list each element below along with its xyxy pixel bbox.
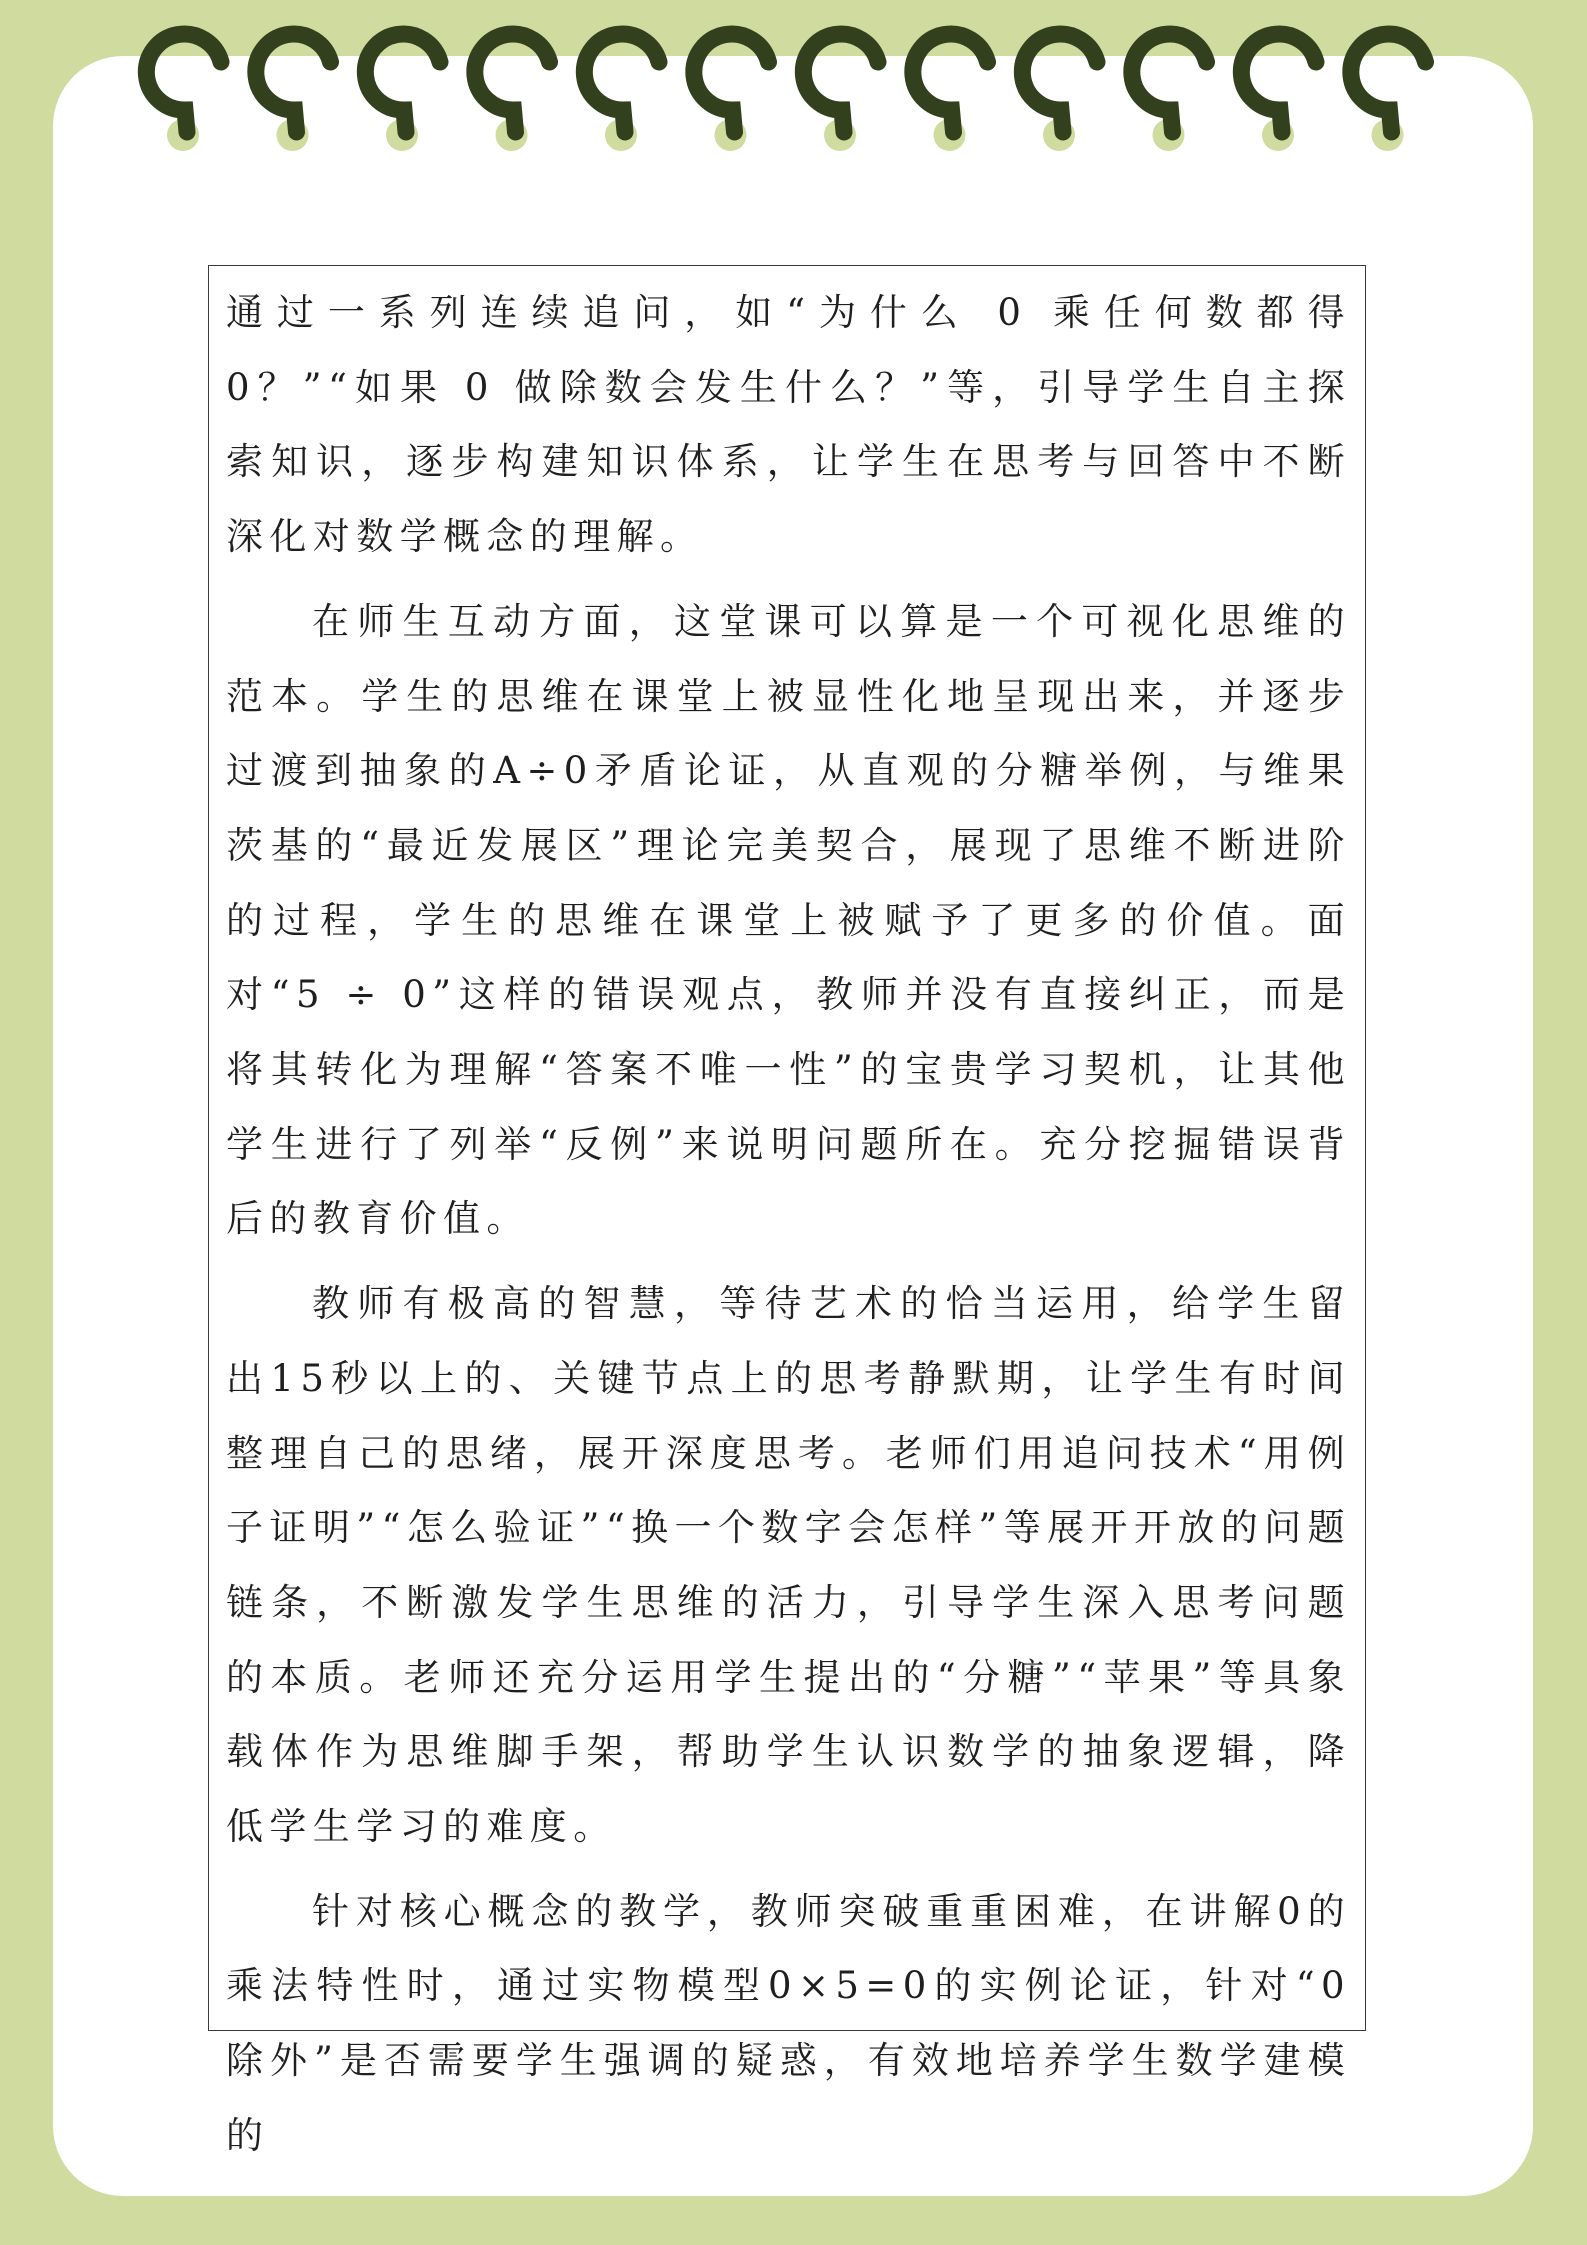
binding-rings <box>0 0 1587 170</box>
binding-ring-icon <box>365 34 440 151</box>
ring-wire <box>1351 34 1426 132</box>
ring-wire <box>694 34 769 132</box>
paragraph-3: 教师有极高的智慧，等待艺术的恰当运用，给学生留出15秒以上的、关键节点上的思考静默期，让学生有时间整理自己的思绪，展开深度思考。老师们用追问技术“用例子证明”“怎么验证”“换一个数字会怎样”等展开开放的问题链条，不断激发学生思维的活力，引导学生深入思考问题的本质。老师还充分运用学生提出的“分糖”“苹果”等具象载体作为思维脚手架，帮助学生认识数学的抽象逻辑，降低学生学习的难度。 <box>226 1282 1351 1849</box>
ring-wire <box>256 34 331 132</box>
binding-ring-icon <box>146 34 221 151</box>
ring-wire <box>1241 34 1316 132</box>
binding-ring-icon <box>803 34 878 151</box>
ring-wire <box>1132 34 1207 132</box>
binding-ring-icon <box>256 34 331 151</box>
paragraph-2: 在师生互动方面，这堂课可以算是一个可视化思维的范本。学生的思维在课堂上被显性化地呈现出来，并逐步过渡到抽象的A÷0矛盾论证，从直观的分糖举例，与维果茨基的“最近发展区”理论完美契合，展现了思维不断进阶的过程，学生的思维在课堂上被赋予了更多的价值。面对“5 ÷ 0”这样的错误观点，教师并没有直接纠正，而是将其转化为理解“答案不唯一性”的宝贵学习契机，让其他学生进行了列举“反例”来说明问题所在。充分挖掘错误背后的教育价值。 <box>226 599 1351 1241</box>
text-frame <box>208 265 1366 2157</box>
binding-ring-icon <box>475 34 550 151</box>
binding-ring-icon <box>1132 34 1207 151</box>
ring-wire <box>475 34 550 132</box>
ring-wire <box>365 34 440 132</box>
binding-ring-icon <box>1022 34 1097 151</box>
binding-ring-icon <box>913 34 988 151</box>
ring-wire <box>803 34 878 132</box>
binding-ring-icon <box>1241 34 1316 151</box>
binding-ring-icon <box>1351 34 1426 151</box>
binding-ring-icon <box>694 34 769 151</box>
binding-ring-icon <box>584 34 659 151</box>
ring-wire <box>146 34 221 132</box>
ring-wire <box>584 34 659 132</box>
paragraph-1: 通过一系列连续追问，如“为什么 0 乘任何数都得 0？”“如果 0 做除数会发生什么？”等，引导学生自主探索知识，逐步构建知识体系，让学生在思考与回答中不断深化对数学概念的理解。 <box>226 291 1351 559</box>
ring-wire <box>1022 34 1097 132</box>
ring-wire <box>913 34 988 132</box>
paragraph-4: 针对核心概念的教学，教师突破重重困难，在讲解0的乘法特性时，通过实物模型0×5=0的实例论证，针对“0除外”是否需要学生强调的疑惑，有效地培养学生数学建模的 <box>226 1889 1351 2157</box>
